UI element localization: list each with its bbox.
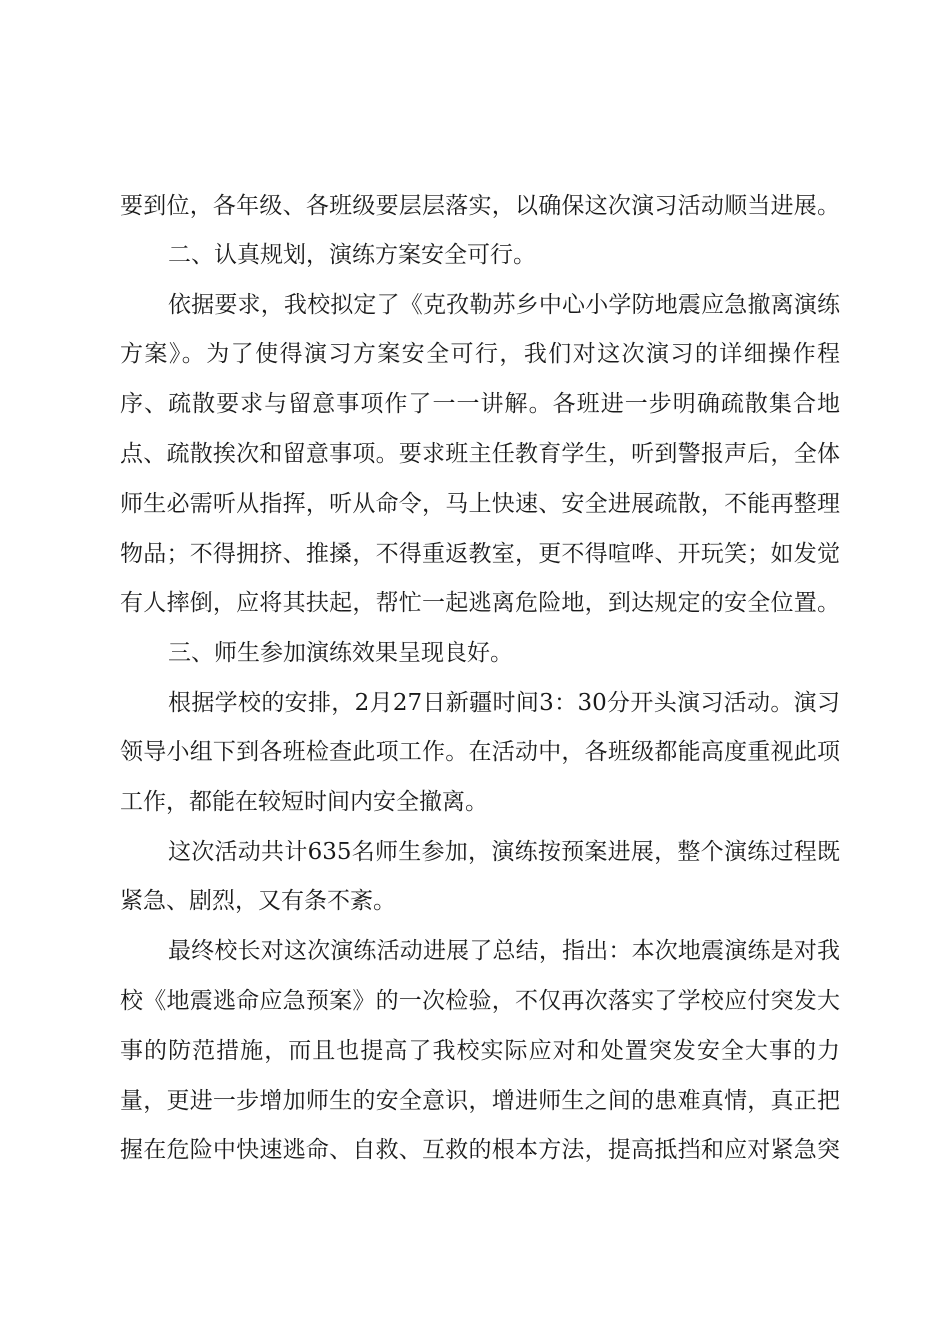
paragraph-line: 量，更进一步增加师生的安全意识，增进师生之间的患难真情，真正把 (120, 1088, 840, 1114)
paragraph-line: 事的防范措施，而且也提高了我校实际应对和处置突发安全大事的力 (120, 1038, 840, 1064)
paragraph-line: 紧急、剧烈，又有条不紊。 (120, 888, 396, 914)
paragraph-line: 根据学校的安排，2月27日新疆时间3：30分开头演习活动。演习 (168, 690, 840, 716)
paragraph-line: 最终校长对这次演练活动进展了总结，指出：本次地震演练是对我 (168, 938, 840, 964)
paragraph-line: 校《地震逃命应急预案》的一次检验，不仅再次落实了学校应付突发大 (120, 988, 840, 1014)
paragraph-line: 序、疏散要求与留意事项作了一一讲解。各班进一步明确疏散集合地 (120, 391, 840, 417)
paragraph-line: 要到位，各年级、各班级要层层落实，以确保这次演习活动顺当进展。 (120, 193, 840, 219)
paragraph-line: 工作，都能在较短时间内安全撤离。 (120, 789, 488, 815)
section-heading: 三、师生参加演练效果呈现良好。 (168, 640, 513, 666)
paragraph-line: 依据要求，我校拟定了《克孜勒苏乡中心小学防地震应急撤离演练 (168, 292, 840, 318)
paragraph-line: 有人摔倒，应将其扶起，帮忙一起逃离危险地，到达规定的安全位置。 (120, 590, 840, 616)
section-heading: 二、认真规划，演练方案安全可行。 (168, 242, 536, 268)
paragraph-line: 方案》。为了使得演习方案安全可行，我们对这次演习的详细操作程 (120, 341, 840, 367)
paragraph-line: 这次活动共计635名师生参加，演练按预案进展，整个演练过程既 (168, 839, 840, 865)
paragraph-line: 点、疏散挨次和留意事项。要求班主任教育学生，听到警报声后，全体 (120, 441, 840, 467)
paragraph-line: 领导小组下到各班检查此项工作。在活动中，各班级都能高度重视此项 (120, 739, 840, 765)
paragraph-line: 握在危险中快速逃命、自救、互救的根本方法，提高抵挡和应对紧急突 (120, 1137, 840, 1163)
paragraph-line: 物品；不得拥挤、推搡，不得重返教室，更不得喧哗、开玩笑；如发觉 (120, 541, 840, 567)
paragraph-line: 师生必需听从指挥，听从命令，马上快速、安全进展疏散，不能再整理 (120, 491, 840, 517)
